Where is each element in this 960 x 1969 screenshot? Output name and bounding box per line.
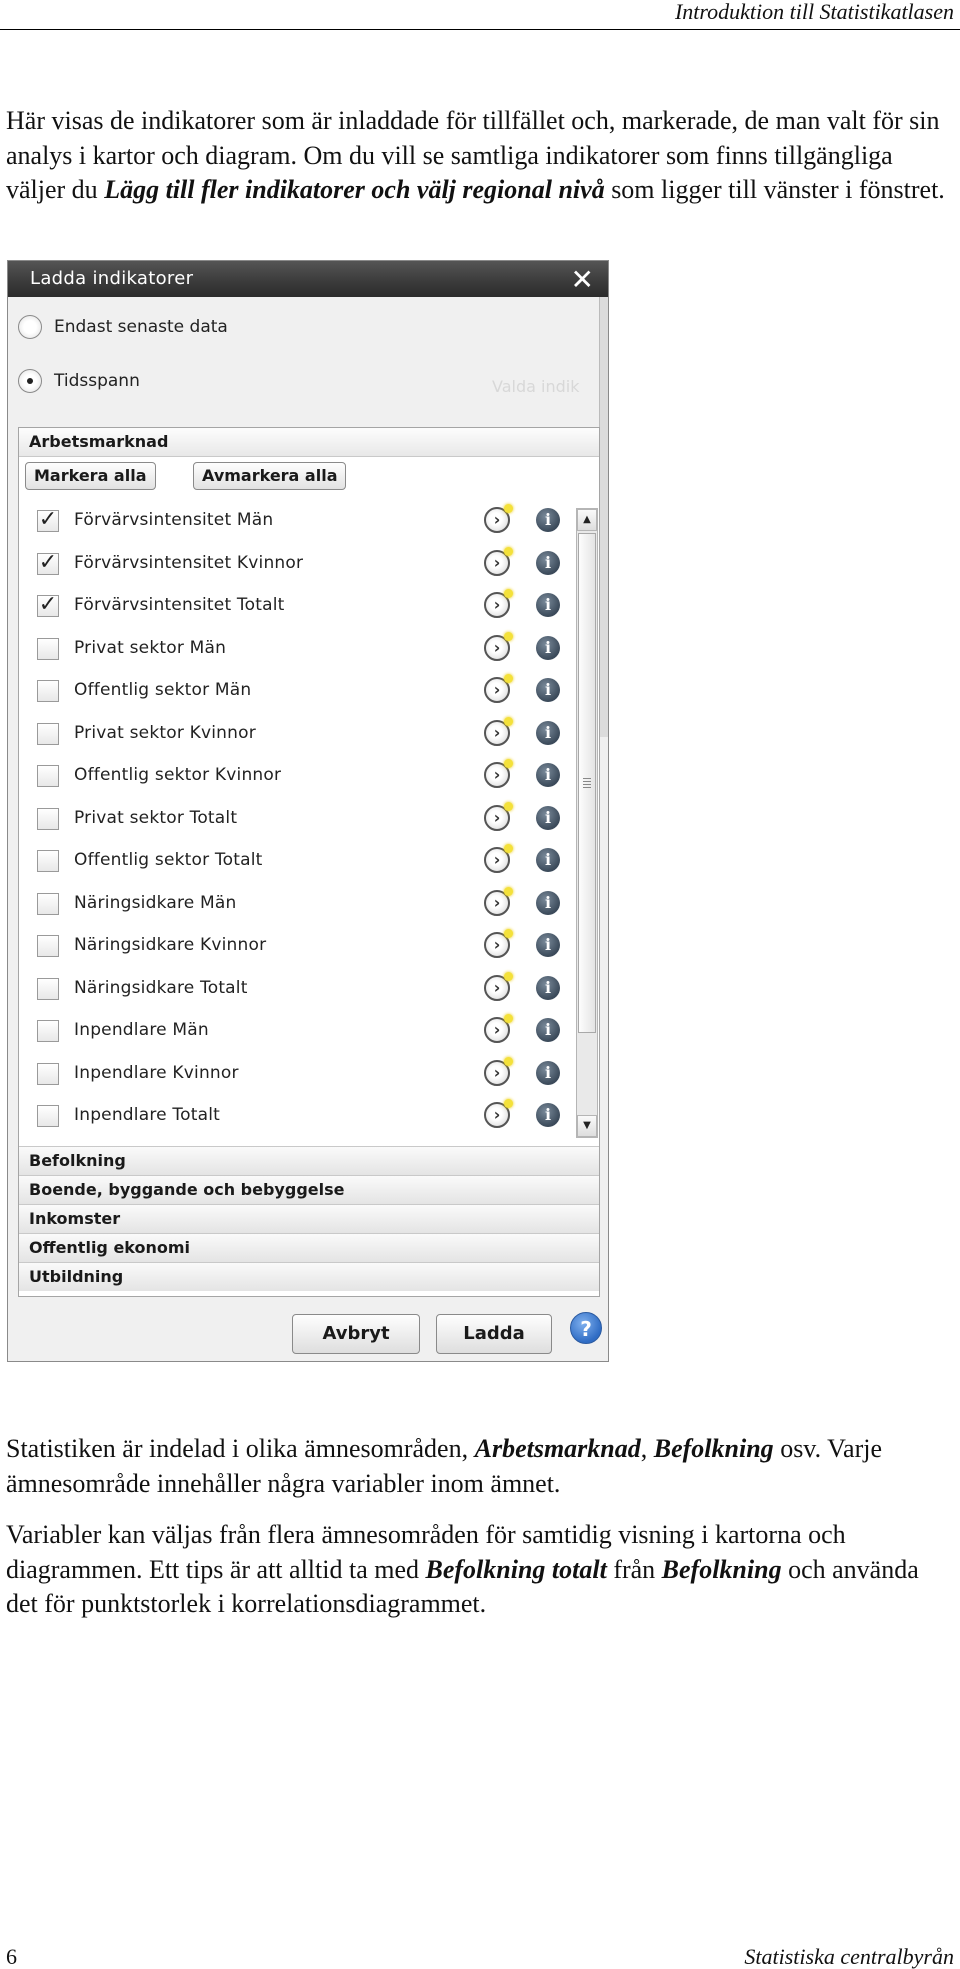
info-icon[interactable]: i (536, 1103, 560, 1127)
category-header[interactable]: Befolkning (19, 1146, 599, 1175)
scroll-up-icon[interactable]: ▲ (577, 509, 597, 531)
indicator-label: Förvärvsintensitet Totalt (74, 595, 285, 615)
checkbox-checked[interactable]: ✓ (38, 549, 58, 575)
section-arbetsmarknad[interactable]: Arbetsmarknad (19, 428, 599, 457)
indicator-label: Offentlig sektor Totalt (74, 850, 263, 870)
indicator-row[interactable] (19, 968, 575, 1010)
info-icon[interactable]: i (536, 848, 560, 872)
p3-text-1: Variabler kan väljas från flera ämnesområden för samtidig visning i kartorna och diagrammen. Ett tips är att alltid ta med (6, 1520, 846, 1584)
info-icon[interactable]: i (536, 763, 560, 787)
indicator-label: Privat sektor Män (74, 637, 227, 658)
page-number: 6 (6, 1944, 17, 1969)
time-series-arrow-icon[interactable]: › (484, 720, 510, 746)
background-window-text: Valda indik (492, 377, 580, 396)
checkbox[interactable] (37, 808, 59, 830)
time-series-arrow-icon[interactable]: › (484, 677, 510, 703)
time-series-arrow-icon[interactable]: › (484, 550, 510, 576)
indicator-list (19, 500, 599, 1140)
mark-all-button[interactable]: Markera alla (25, 462, 156, 490)
p3-text-3: och använda det för punktstorlek i korrelationsdiagrammet. (6, 1554, 919, 1618)
p3-emphasis-2: Befolkning (661, 1554, 782, 1584)
indicator-label: Näringsidkare Män (74, 892, 237, 913)
category-list (19, 1146, 599, 1291)
indicator-row[interactable] (19, 1095, 575, 1137)
indicator-label: Näringsidkare Kvinnor (74, 935, 267, 955)
info-icon[interactable]: i (536, 891, 560, 915)
intro-text-1: Här visas de indikatorer som är inladdade för tillfället och, markerade, de man valt för sin analys i kartor och diagram. Om du vill se samtliga indikatorer som finns tillgängliga väljer du (6, 106, 940, 204)
checkbox[interactable] (37, 1105, 59, 1127)
time-series-arrow-icon[interactable]: › (484, 507, 510, 533)
info-icon[interactable]: i (536, 551, 560, 575)
info-icon[interactable]: i (536, 933, 560, 957)
background-window-strip (599, 297, 608, 737)
p3-emphasis-1: Befolkning totalt (425, 1554, 607, 1584)
time-series-arrow-icon[interactable]: › (484, 890, 510, 916)
indicator-row[interactable] (19, 628, 575, 670)
paragraph-topics (6, 1432, 954, 1501)
p3-text-2: från (606, 1554, 662, 1584)
p2-emphasis-1: Arbetsmarknad (474, 1434, 641, 1463)
time-series-arrow-icon[interactable]: › (484, 805, 510, 831)
indicator-row[interactable] (19, 1010, 575, 1052)
info-icon[interactable]: i (536, 636, 560, 660)
intro-text-2: som ligger till vänster i fönstret. (604, 175, 945, 204)
indicator-label: Offentlig sektor Kvinnor (74, 765, 282, 785)
intro-paragraph (6, 104, 954, 208)
indicator-row[interactable] (19, 500, 575, 542)
checkbox[interactable] (37, 978, 59, 1000)
dialog-title: Ladda indikatorer (30, 268, 194, 289)
time-series-arrow-icon[interactable]: › (484, 762, 510, 788)
indicator-row[interactable] (19, 925, 575, 967)
info-icon[interactable]: i (536, 976, 560, 1000)
category-header[interactable]: Inkomster (19, 1204, 599, 1233)
checkbox[interactable] (37, 1063, 59, 1085)
info-icon[interactable]: i (536, 1061, 560, 1085)
checkbox[interactable] (37, 850, 59, 872)
footer-organization: Statistiska centralbyrån (744, 1944, 954, 1969)
checkbox[interactable] (37, 765, 59, 787)
checkbox[interactable] (37, 723, 59, 745)
time-series-arrow-icon[interactable]: › (484, 1102, 510, 1128)
time-series-arrow-icon[interactable]: › (484, 1017, 510, 1043)
header-rule (0, 29, 960, 30)
time-series-arrow-icon[interactable]: › (484, 932, 510, 958)
indicator-row[interactable] (19, 798, 575, 840)
indicator-label: Privat sektor Totalt (74, 807, 238, 828)
load-button[interactable]: Ladda (436, 1314, 552, 1354)
indicator-label: Näringsidkare Totalt (74, 977, 248, 998)
info-icon[interactable]: i (536, 678, 560, 702)
indicator-label: Inpendlare Män (74, 1020, 209, 1040)
info-icon[interactable]: i (536, 806, 560, 830)
checkbox[interactable] (37, 680, 59, 702)
grip-icon (583, 778, 591, 790)
info-icon[interactable]: i (536, 1018, 560, 1042)
indicator-panel (18, 427, 600, 1297)
indicator-label: Privat sektor Kvinnor (74, 722, 256, 743)
p2-text-2: , (640, 1434, 654, 1463)
p2-text-3: osv. Varje ämnesområde innehåller några variabler inom ämnet. (6, 1434, 883, 1498)
radio-latest-data[interactable] (18, 315, 228, 339)
indicator-row[interactable] (19, 585, 575, 627)
indicator-row[interactable] (19, 543, 575, 585)
indicator-row[interactable] (19, 713, 575, 755)
cancel-button[interactable]: Avbryt (292, 1314, 420, 1354)
checkbox-checked[interactable]: ✓ (38, 592, 58, 617)
p2-text-1: Statistiken är indelad i olika ämnesområden, (6, 1434, 475, 1463)
radio-button-selected[interactable] (18, 369, 42, 393)
indicator-label: Förvärvsintensitet Män (74, 510, 274, 530)
radio-span-label: Tidsspann (54, 371, 140, 391)
indicator-row[interactable] (19, 670, 575, 712)
time-series-arrow-icon[interactable]: › (484, 975, 510, 1001)
radio-latest-label: Endast senaste data (54, 317, 228, 337)
checkbox[interactable] (37, 935, 59, 957)
indicator-label: Inpendlare Kvinnor (74, 1062, 239, 1083)
time-series-arrow-icon[interactable]: › (484, 1060, 510, 1086)
list-scrollbar[interactable] (576, 508, 598, 1138)
info-icon[interactable]: i (536, 721, 560, 745)
p2-emphasis-2: Befolkning (653, 1434, 774, 1463)
indicator-label: Inpendlare Totalt (74, 1105, 220, 1125)
close-icon[interactable]: ✕ (570, 263, 594, 296)
info-icon[interactable]: i (536, 593, 560, 617)
radio-button[interactable] (18, 315, 42, 339)
checkbox-checked[interactable]: ✓ (38, 507, 58, 532)
load-indicators-dialog (7, 260, 609, 1362)
select-buttons-row (19, 457, 599, 499)
indicator-row[interactable] (19, 1053, 575, 1095)
info-icon[interactable]: i (536, 508, 560, 532)
time-series-arrow-icon[interactable]: › (484, 592, 510, 618)
time-series-arrow-icon[interactable]: › (484, 635, 510, 661)
intro-emphasis: Lägg till fler indikatorer och välj regional nivå (104, 175, 605, 204)
running-header: Introduktion till Statistikatlasen (674, 0, 954, 24)
checkbox[interactable] (37, 638, 59, 660)
radio-time-span[interactable] (18, 369, 140, 393)
indicator-row[interactable] (19, 755, 575, 797)
checkbox[interactable] (37, 1020, 59, 1042)
indicator-row[interactable] (19, 883, 575, 925)
category-header[interactable]: Offentlig ekonomi (19, 1233, 599, 1262)
time-series-arrow-icon[interactable]: › (484, 847, 510, 873)
dialog-titlebar (8, 261, 608, 297)
help-icon[interactable]: ? (570, 1312, 602, 1344)
paragraph-tips (6, 1518, 954, 1622)
scroll-thumb[interactable] (578, 533, 596, 1033)
indicator-label: Förvärvsintensitet Kvinnor (74, 552, 304, 573)
indicator-row[interactable] (19, 840, 575, 882)
scroll-down-icon[interactable]: ▼ (577, 1115, 597, 1137)
checkbox[interactable] (37, 893, 59, 915)
unmark-all-button[interactable]: Avmarkera alla (193, 462, 346, 490)
category-header[interactable]: Boende, byggande och bebyggelse (19, 1175, 599, 1204)
category-header[interactable]: Utbildning (19, 1262, 599, 1291)
indicator-label: Offentlig sektor Män (74, 680, 252, 700)
